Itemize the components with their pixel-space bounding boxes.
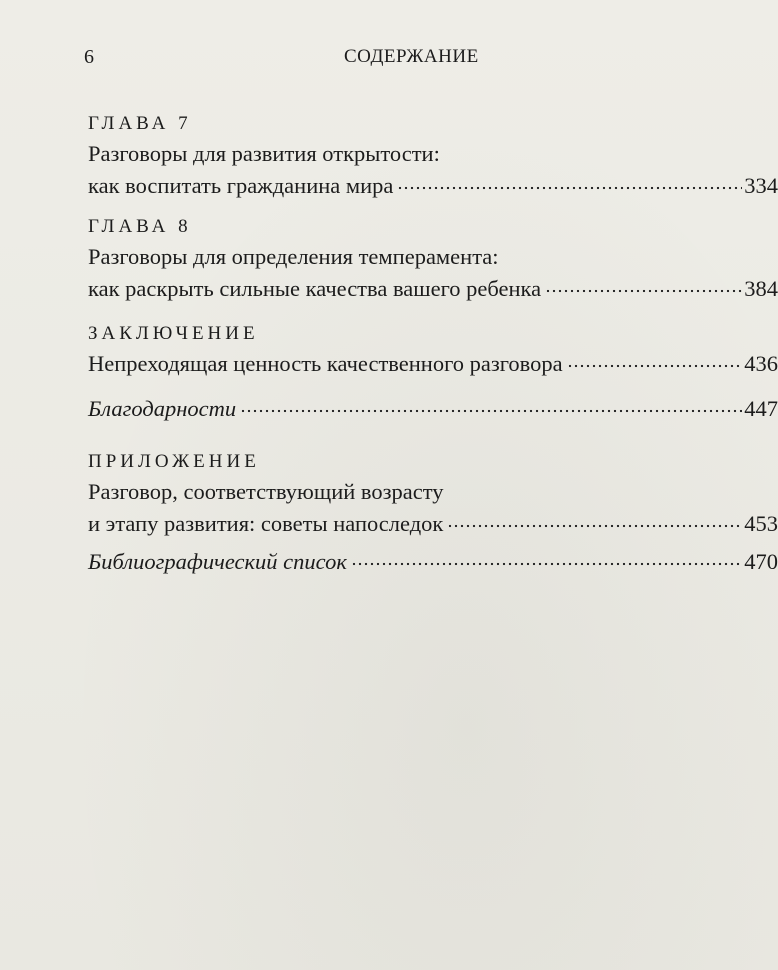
dot-leader: [545, 289, 742, 293]
section-title-leader-line: [88, 546, 778, 578]
section-title: Библиографический список: [88, 549, 347, 574]
dot-leader: [397, 186, 742, 190]
page-reference: 384: [744, 276, 778, 301]
chapter-title-leader-line: [88, 170, 778, 202]
section-title: Непреходящая ценность качественного разговора: [88, 351, 563, 376]
page-number: 6: [84, 46, 94, 68]
page-reference: 436: [744, 351, 778, 376]
show-through-text: [88, 600, 768, 630]
toc-entry-appendix[interactable]: [88, 448, 778, 540]
chapter-heading: ГЛАВА 7: [88, 113, 192, 134]
page-reference: 334: [744, 173, 778, 198]
section-title-leader-line: [88, 393, 778, 425]
chapter-heading: ГЛАВА 8: [88, 216, 192, 237]
chapter-title-line: как раскрыть сильные качества вашего ребенка: [88, 276, 542, 301]
section-heading: ЗАКЛЮЧЕНИЕ: [88, 323, 259, 344]
toc-entry-acknowledgements[interactable]: [88, 393, 778, 425]
page-reference: 470: [744, 549, 778, 574]
dot-leader: [240, 409, 742, 413]
toc-entry-chapter-8[interactable]: [88, 213, 778, 305]
running-head: СОДЕРЖАНИЕ: [344, 46, 479, 67]
dot-leader: [447, 524, 742, 528]
chapter-title-line: Разговоры для определения темперамента:: [88, 244, 499, 269]
section-title-leader-line: [88, 348, 778, 380]
page-reference: 447: [744, 396, 778, 421]
section-title-leader-line: [88, 508, 778, 540]
toc-entry-bibliography[interactable]: [88, 546, 778, 578]
page-reference: 453: [744, 511, 778, 536]
section-title: Благодарности: [88, 396, 237, 421]
section-title-line: Разговор, соответствующий возрасту: [88, 479, 444, 504]
dot-leader: [567, 364, 743, 368]
section-title-line: и этапу развития: советы напоследок: [88, 511, 444, 536]
dot-leader: [351, 562, 742, 566]
chapter-title-leader-line: [88, 273, 778, 305]
chapter-title-line: как воспитать гражданина мира: [88, 173, 394, 198]
chapter-title-line: Разговоры для развития открытости:: [88, 141, 440, 166]
section-heading: ПРИЛОЖЕНИЕ: [88, 451, 260, 472]
toc-entry-chapter-7[interactable]: [88, 110, 778, 202]
toc-entry-conclusion[interactable]: [88, 320, 778, 380]
